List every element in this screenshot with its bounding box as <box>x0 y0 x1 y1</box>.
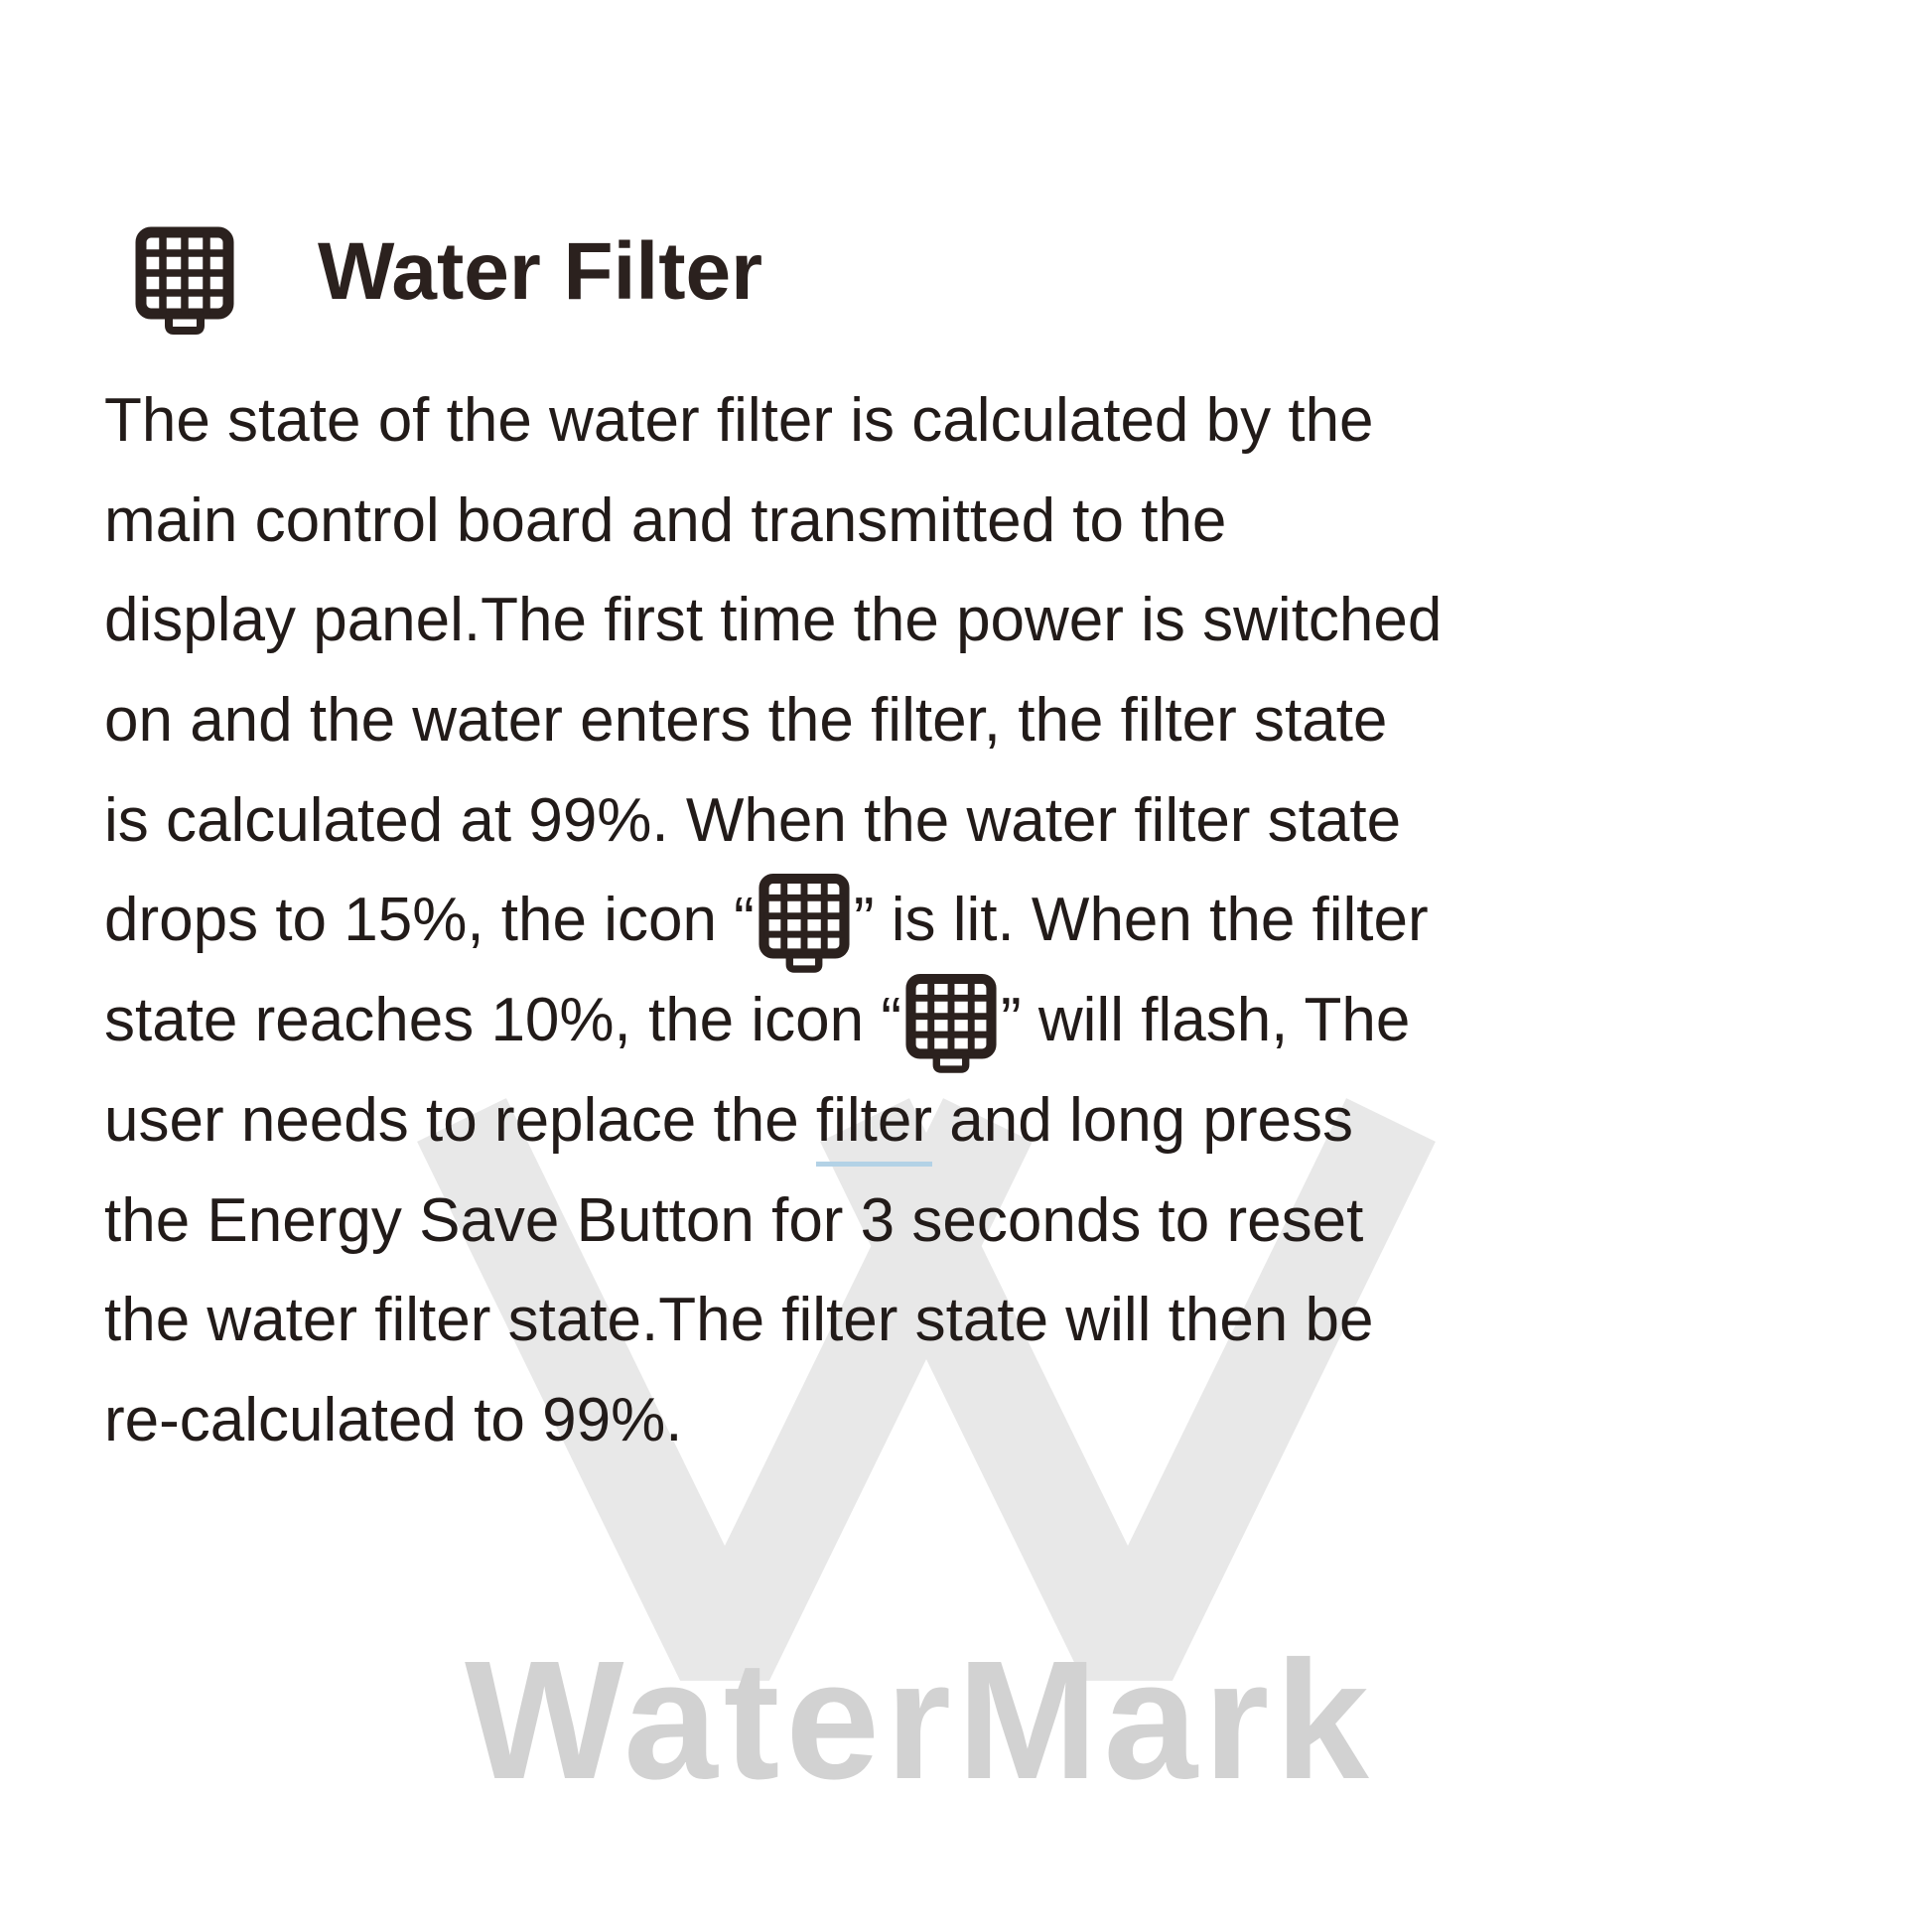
paragraph-line <box>104 571 1494 671</box>
watermark-text: WaterMark <box>465 1626 1375 1815</box>
filter-link[interactable]: filter <box>816 1086 932 1167</box>
paragraph-line <box>104 771 1494 872</box>
body-paragraph <box>104 371 1494 1471</box>
paragraph-text: ” is lit. When the filter <box>853 886 1429 955</box>
paragraph-text: main control board and transmitted to the <box>104 485 1227 555</box>
paragraph-line <box>104 1172 1494 1272</box>
paragraph-line <box>104 871 1494 971</box>
paragraph-line <box>104 371 1494 472</box>
paragraph-text: display panel.The first time the power is switched <box>104 586 1443 655</box>
water-filter-icon <box>905 973 997 1076</box>
paragraph-text: the Energy Save Button for 3 seconds to reset <box>104 1185 1364 1255</box>
paragraph-text: the water filter state.The filter state will then be <box>104 1286 1374 1355</box>
water-filter-icon <box>135 226 234 338</box>
paragraph-text: is calculated at 99%. When the water filter state <box>104 785 1402 855</box>
paragraph-text: re-calculated to 99%. <box>104 1385 683 1454</box>
paragraph-line <box>104 1271 1494 1371</box>
paragraph-text: and long press <box>932 1085 1353 1155</box>
section-title: Water Filter <box>318 226 763 317</box>
paragraph-text: on and the water enters the filter, the filter state <box>104 686 1388 756</box>
paragraph-line <box>104 1371 1494 1471</box>
paragraph-line <box>104 1071 1494 1172</box>
paragraph-line <box>104 671 1494 771</box>
paragraph-text: ” will flash, The <box>1001 986 1411 1055</box>
paragraph-line <box>104 472 1494 572</box>
paragraph-text: user needs to replace the <box>104 1085 816 1155</box>
paragraph-text: state reaches 10%, the icon “ <box>104 986 902 1055</box>
paragraph-line <box>104 971 1494 1071</box>
paragraph-text: drops to 15%, the icon “ <box>104 886 755 955</box>
paragraph-text: The state of the water filter is calculated by the <box>104 386 1374 455</box>
water-filter-icon <box>759 873 850 976</box>
